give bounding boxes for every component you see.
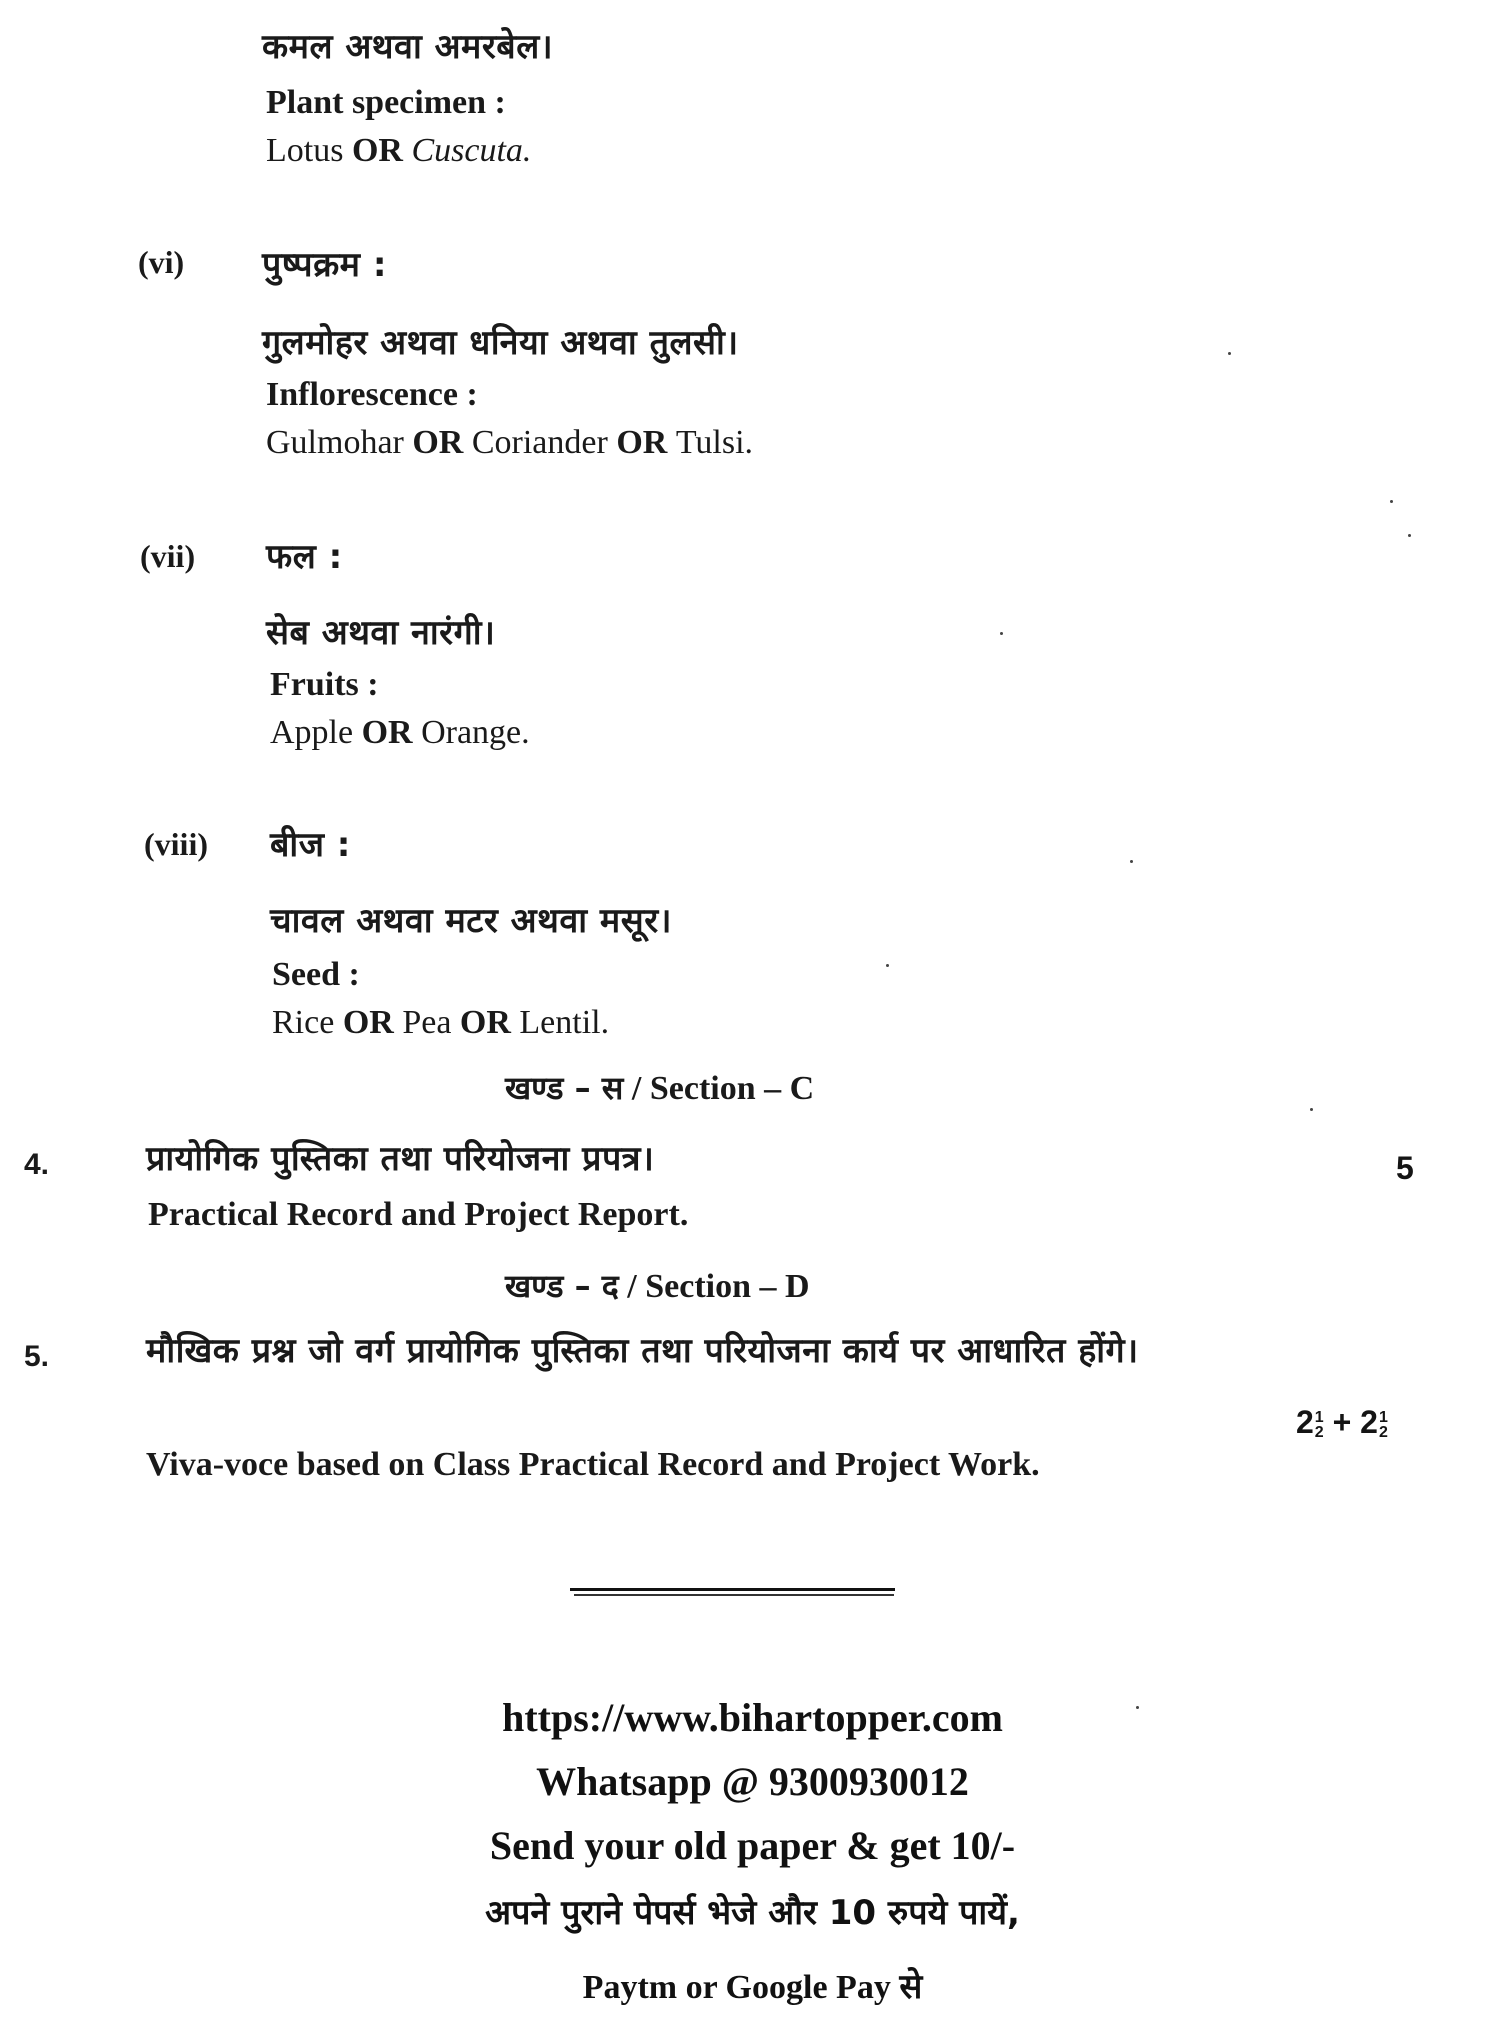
item-v-label: Plant specimen : <box>266 84 506 121</box>
option-apple: Apple <box>270 714 354 751</box>
scan-speck <box>1408 534 1411 537</box>
item-v-options <box>266 132 531 170</box>
marks-whole-2: 2 <box>1360 1404 1378 1440</box>
item-viii-hindi-options: चावल अथवा मटर अथवा मसूर। <box>270 901 673 941</box>
scan-speck <box>1310 1108 1313 1111</box>
option-tulsi: Tulsi. <box>675 424 754 461</box>
section-c-heading-hindi: खण्ड – स <box>505 1069 624 1107</box>
question-4-english: Practical Record and Project Report. <box>148 1196 689 1233</box>
marks-plus: + <box>1332 1404 1352 1440</box>
heading-separator: / <box>618 1268 646 1305</box>
heading-separator: / <box>623 1070 650 1107</box>
footer-offer-hindi: अपने पुराने पेपर्स भेजे और 10 रुपये पायें, <box>485 1893 1020 1933</box>
section-c-heading <box>505 1066 814 1109</box>
question-5-number: 5. <box>24 1340 50 1373</box>
item-vi-hindi-options: गुलमोहर अथवा धनिया अथवा तुलसी। <box>262 323 739 363</box>
option-orange: Orange. <box>421 714 530 751</box>
option-rice: Rice <box>272 1004 335 1041</box>
fraction-denominator: 2 <box>1378 1423 1388 1441</box>
option-cuscuta: Cuscuta. <box>411 132 532 169</box>
or-connector: OR <box>403 424 472 461</box>
option-lotus: Lotus <box>266 132 344 169</box>
option-pea: Pea <box>402 1004 452 1041</box>
item-vi-number: (vi) <box>138 244 185 280</box>
question-5-english: Viva-voce based on Class Practical Record and Project Work. <box>146 1446 1040 1483</box>
scan-speck <box>1228 352 1231 355</box>
marks-whole-1: 2 <box>1296 1404 1314 1440</box>
item-vii-number: (vii) <box>140 538 196 574</box>
item-viii-number: (viii) <box>144 826 208 862</box>
footer-whatsapp: Whatsapp @ 9300930012 <box>536 1759 969 1804</box>
item-vii-options <box>270 714 530 752</box>
item-vi-label: Inflorescence : <box>266 376 478 413</box>
item-vi-heading: पुष्पक्रम : <box>262 245 387 285</box>
marks-fraction-1 <box>1315 1410 1324 1440</box>
marks-fraction-2 <box>1379 1410 1388 1440</box>
scan-speck <box>1130 860 1133 863</box>
item-viii-options <box>272 1004 609 1042</box>
option-lentil: Lentil. <box>519 1004 610 1041</box>
or-connector: OR <box>451 1004 520 1041</box>
item-vi-options <box>266 424 753 462</box>
item-viii-heading: बीज : <box>270 825 351 865</box>
scan-speck <box>886 964 889 967</box>
or-connector: OR <box>343 132 412 169</box>
option-coriander: Coriander <box>471 424 608 461</box>
item-vii-hindi-options: सेब अथवा नारंगी। <box>266 613 496 653</box>
footer-payment: Paytm or Google Pay से <box>582 1969 923 2006</box>
or-connector: OR <box>353 714 422 751</box>
end-of-paper-rule <box>570 1588 895 1591</box>
option-gulmohar: Gulmohar <box>266 424 404 461</box>
item-vii-heading: फल : <box>266 537 343 577</box>
end-of-paper-rule-secondary <box>574 1594 894 1596</box>
question-5-marks <box>1296 1404 1388 1441</box>
fraction-denominator: 2 <box>1314 1423 1324 1441</box>
item-v-hindi-options: कमल अथवा अमरबेल। <box>262 27 554 67</box>
item-viii-label: Seed : <box>272 956 360 993</box>
footer-url[interactable]: https://www.bihartopper.com <box>502 1695 1003 1740</box>
fraction-numerator: 1 <box>1378 1408 1388 1426</box>
section-c-heading-english: Section – C <box>649 1070 815 1107</box>
footer-offer-english: Send your old paper & get 10/- <box>489 1823 1016 1868</box>
question-4-marks: 5 <box>1396 1150 1414 1186</box>
scan-speck <box>1000 632 1003 635</box>
section-d-heading-english: Section – D <box>645 1268 810 1305</box>
item-vii-label: Fruits : <box>270 666 379 703</box>
or-connector: OR <box>607 424 676 461</box>
or-connector: OR <box>334 1004 403 1041</box>
scan-speck <box>1390 500 1393 503</box>
question-4-number: 4. <box>24 1148 50 1181</box>
question-4-hindi: प्रायोगिक पुस्तिका तथा परियोजना प्रपत्र। <box>146 1139 655 1179</box>
fraction-numerator: 1 <box>1314 1408 1324 1426</box>
section-d-heading <box>505 1264 810 1307</box>
scan-speck <box>1136 1706 1139 1709</box>
section-d-heading-hindi: खण्ड – द <box>505 1267 619 1305</box>
question-5-hindi: मौखिक प्रश्न जो वर्ग प्रायोगिक पुस्तिका तथा परियोजना कार्य पर आधारित होंगे। <box>146 1331 1139 1371</box>
